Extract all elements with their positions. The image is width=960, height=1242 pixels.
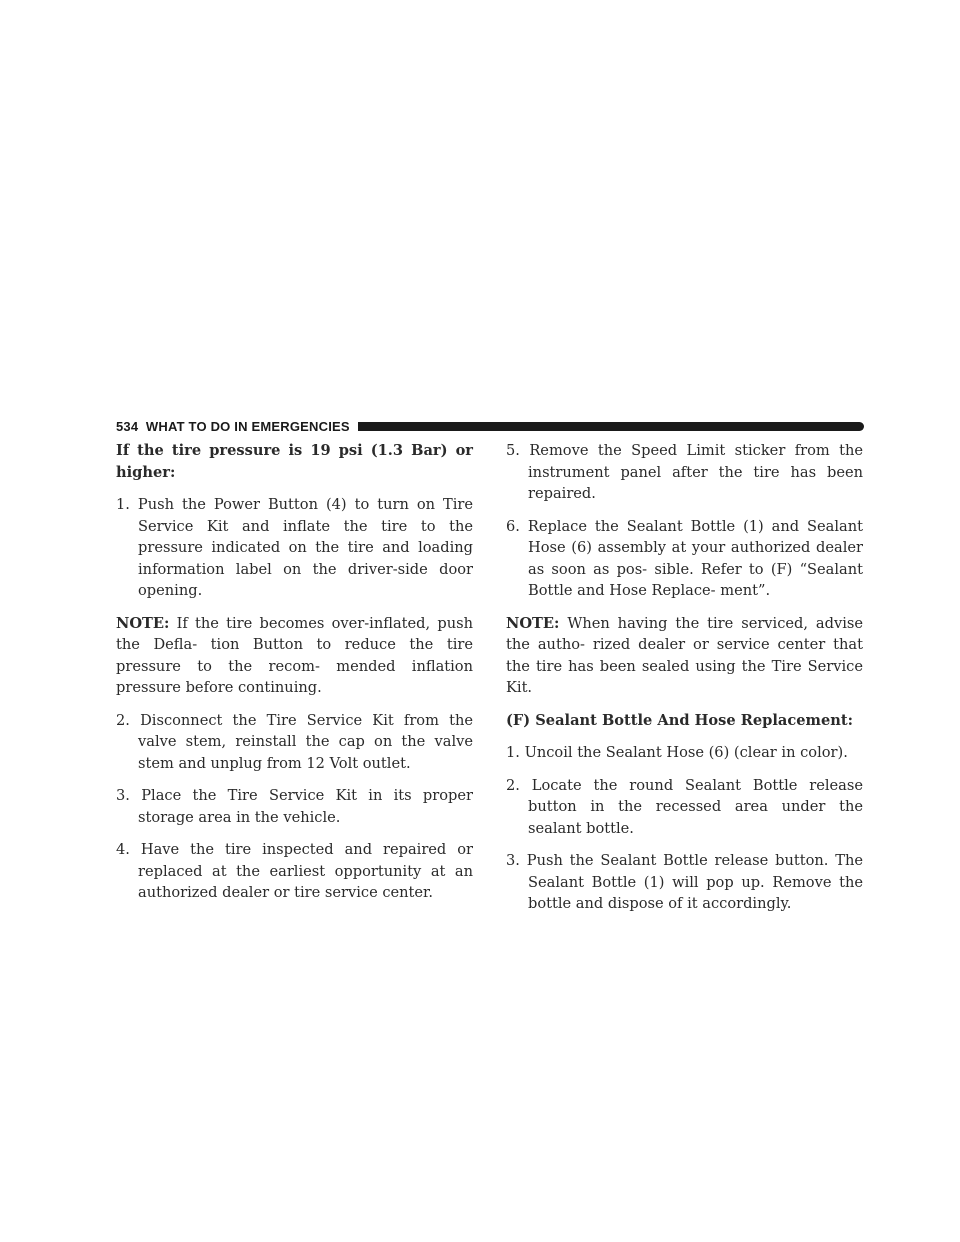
step-3: 3. Place the Tire Service Kit in its proper storage area in the vehicle. [116, 787, 473, 826]
page-header-title [116, 419, 358, 434]
step-5: 5. Remove the Speed Limit sticker from the instrument panel after the tire has been repaired. [506, 442, 863, 502]
subsection-heading: (F) Sealant Bottle And Hose Replacement: [506, 711, 854, 729]
header-rule [358, 422, 864, 431]
page-number: 534 [116, 418, 139, 434]
step-1: 1. Push the Power Button (4) to turn on Tire Service Kit and inflate the tire to the pressure indicated on the tire and loading information label on the driver-side door opening. [116, 496, 473, 599]
section-heading: If the tire pressure is 19 psi (1.3 Bar) or higher: [116, 442, 473, 481]
step-6: 6. Replace the Sealant Bottle (1) and Sealant Hose (6) assembly at your authorized dealer as soon as pos- sible. Refer to (F) “Sealant Bottle and Hose Replace- ment”. [506, 517, 863, 599]
left-column [116, 440, 473, 904]
note-text: If the tire becomes over-inflated, push the Defla- tion Button to reduce the tire pressure to the recom- mended inflation pressure before continuing. [116, 614, 473, 696]
step-4: 4. Have the tire inspected and repaired or replaced at the earliest opportunity at an authorized dealer or tire service center. [116, 841, 473, 901]
sub-step-2: 2. Locate the round Sealant Bottle release button in the recessed area under the sealant bottle. [506, 776, 863, 837]
section-title: WHAT TO DO IN EMERGENCIES [145, 418, 350, 434]
sub-step-3: 3. Push the Sealant Bottle release button. The Sealant Bottle (1) will pop up. Remove the bottle and dispose of it accordingly. [506, 852, 863, 912]
note-label: NOTE: [506, 614, 560, 632]
step-2: 2. Disconnect the Tire Service Kit from the valve stem, reinstall the cap on the valve stem and unplug from 12 Volt outlet. [116, 711, 473, 772]
right-column [506, 440, 863, 915]
sub-step-1: 1. Uncoil the Sealant Hose (6) (clear in color). [506, 744, 848, 761]
note-paragraph [506, 613, 863, 699]
note-text: When having the tire serviced, advise the autho- rized dealer or service center that the tire has been sealed using the Tire Service Kit. [506, 614, 863, 696]
note-paragraph [116, 613, 473, 699]
note-label: NOTE: [116, 614, 170, 632]
page-header [116, 417, 864, 435]
